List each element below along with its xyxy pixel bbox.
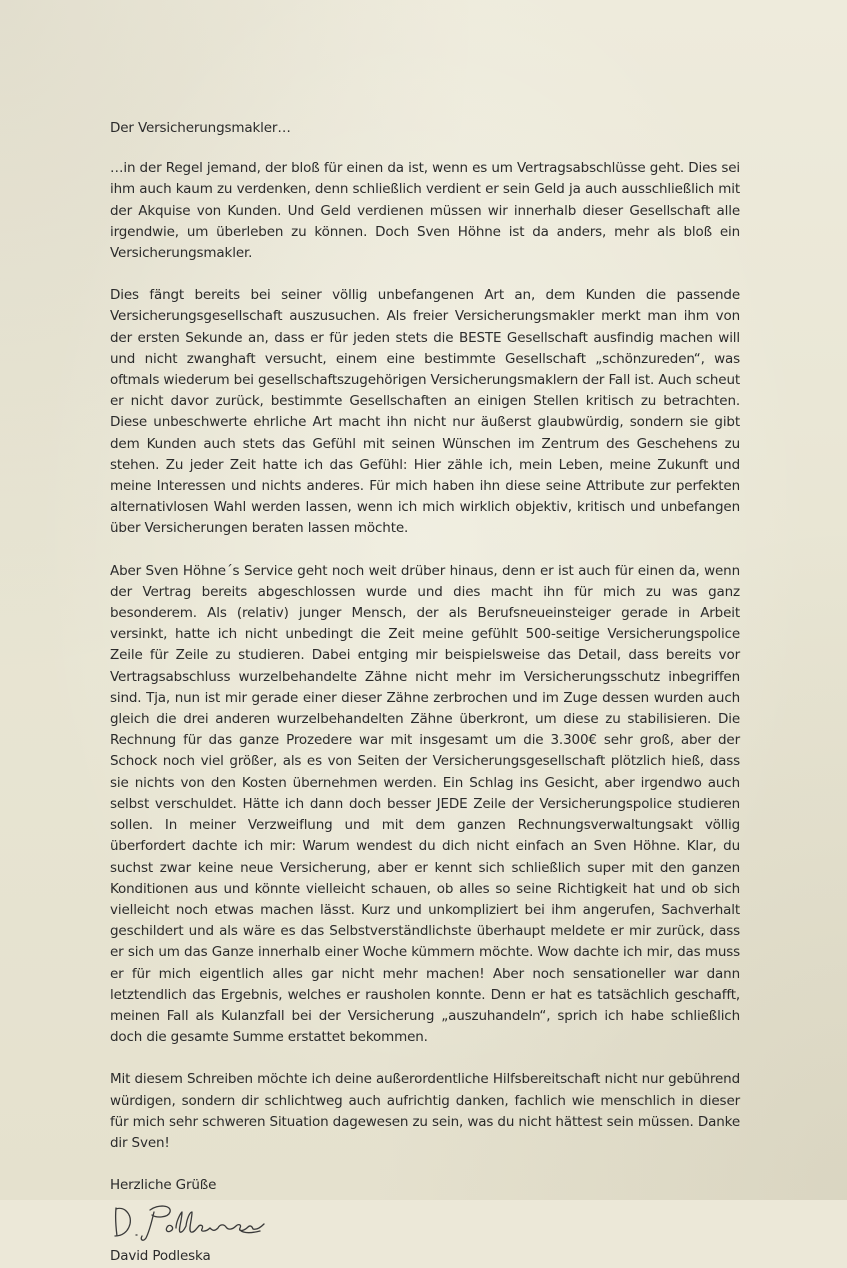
closing-line: Herzliche Grüße bbox=[110, 1177, 217, 1194]
handwritten-signature bbox=[110, 1200, 740, 1246]
sender-name: David Podleska bbox=[110, 1248, 211, 1265]
signature-scribble bbox=[110, 1200, 310, 1246]
paragraph-thanks: Mit diesem Schreiben möchte ich deine außerordentliche Hilfsbereitschaft nicht nur gebührend würdigen, sondern dir schlichtweg auch aufrichtig danken, fachlich wie menschlich in dieser für mich sehr schweren Situation dagewesen zu sein, was du nicht hättest sein müssen. Danke dir Sven! bbox=[110, 1071, 740, 1151]
paragraph-service: Aber Sven Höhne´s Service geht noch weit drüber hinaus, denn er ist auch für einen da, wenn der Vertrag bereits abgeschlossen wurde und dies macht ihn für mich zu was ganz besonderem. Als (relativ) junger Mensch, der als Berufsneueinsteiger gerade in Arbeit versinkt, hatte ich nicht unbedingt die Zeit meine gefühlt 500-seitige Versicherungspolice Zeile für Zeile zu studieren. Dabei entging mir beispielsweise das Detail, dass bereits vor Vertragsabschluss wurzelbehandelte Zähne nicht mehr im Versicherungsschutz inbegriffen sind. Tja, nun ist mir gerade einer dieser Zähne zerbrochen und im Zuge dessen wurden auch gleich die drei anderen wurzelbehandelten Zähne überkront, um diese zu stabilisieren. Die Rechnung für das ganze Prozedere war mit insgesamt um die 3.300€ sehr groß, aber der Schock noch viel größer, als es von Seiten der Versicherungsgesellschaft plötzlich hieß, dass sie nichts von den Kosten übernehmen werden. Ein Schlag ins Gesicht, aber irgendwo auch selbst verschuldet. Hätte ich dann doch besser JEDE Zeile der Versicherungspolice studieren sollen. In meiner Verzweiflung und mit dem ganzen Rechnungsverwaltungsakt völlig überfordert dachte ich mir: Warum wendest du dich nicht einfach an Sven Höhne. Klar, du suchst zwar keine neue Versicherung, aber er kennt sich schließlich super mit den ganzen Konditionen aus und könnte vielleicht schauen, ob alles so seine Richtigkeit hat und ob sich vielleicht noch etwas machen lässt. Kurz und unkompliziert bei ihm angerufen, Sachverhalt geschildert und als wäre es das Selbstverständlichste überhaupt meldete er mir zurück, dass er sich um das Ganze innerhalb einer Woche kümmern möchte. Wow dachte ich mir, das muss er für mich eigentlich alles gar nicht mehr machen! Aber noch sensationeller war dann letztendlich das Ergebnis, welches er rausholen konnte. Denn er hat es tatsächlich geschafft, meinen Fall als Kulanzfall bei der Versicherung „auszuhandeln“, sprich ich habe schließlich doch die gesamte Summe erstattet bekommen. bbox=[110, 562, 740, 1046]
letter-body bbox=[110, 118, 740, 1268]
letter-heading: Der Versicherungsmakler… bbox=[110, 120, 291, 136]
paragraph-intro: …in der Regel jemand, der bloß für einen da ist, wenn es um Vertragsabschlüsse geht. Dies sei ihm auch kaum zu verdenken, denn schließlich verdient er sein Geld ja auch ausschließlich mit der Akquise von Kunden. Und Geld verdienen müssen wir innerhalb dieser Gesellschaft alle irgendwie, um überleben zu können. Doch Sven Höhne ist da anders, mehr als bloß ein Versicherungsmakler. bbox=[110, 160, 740, 262]
paragraph-advice: Dies fängt bereits bei seiner völlig unbefangenen Art an, dem Kunden die passende Versicherungsgesellschaft auszusuchen. Als freier Versicherungsmakler merkt man ihm von der ersten Sekunde an, dass er für jeden stets die BESTE Gesellschaft ausfindig machen will und nicht zwanghaft versucht, einem eine bestimmte Gesellschaft „schönzureden“, was oftmals wiederum bei gesellschaftszugehörigen Versicherungsmaklern der Fall ist. Auch scheut er nicht davor zurück, bestimmte Gesellschaften an einigen Stellen kritisch zu betrachten. Diese unbeschwerte ehrliche Art macht ihn nicht nur äußerst glaubwürdig, sondern sie gibt dem Kunden auch stets das Gefühl mit seinen Wünschen im Zentrum des Geschehens zu stehen. Zu jeder Zeit hatte ich das Gefühl: Hier zähle ich, mein Leben, meine Zukunft und meine Interessen und nichts anderes. Für mich haben ihn diese seine Attribute zur perfekten alternativlosen Wahl werden lassen, wenn ich mich wirklich objektiv, kritisch und unbefangen über Versicherungen beraten lassen möchte. bbox=[110, 287, 740, 537]
